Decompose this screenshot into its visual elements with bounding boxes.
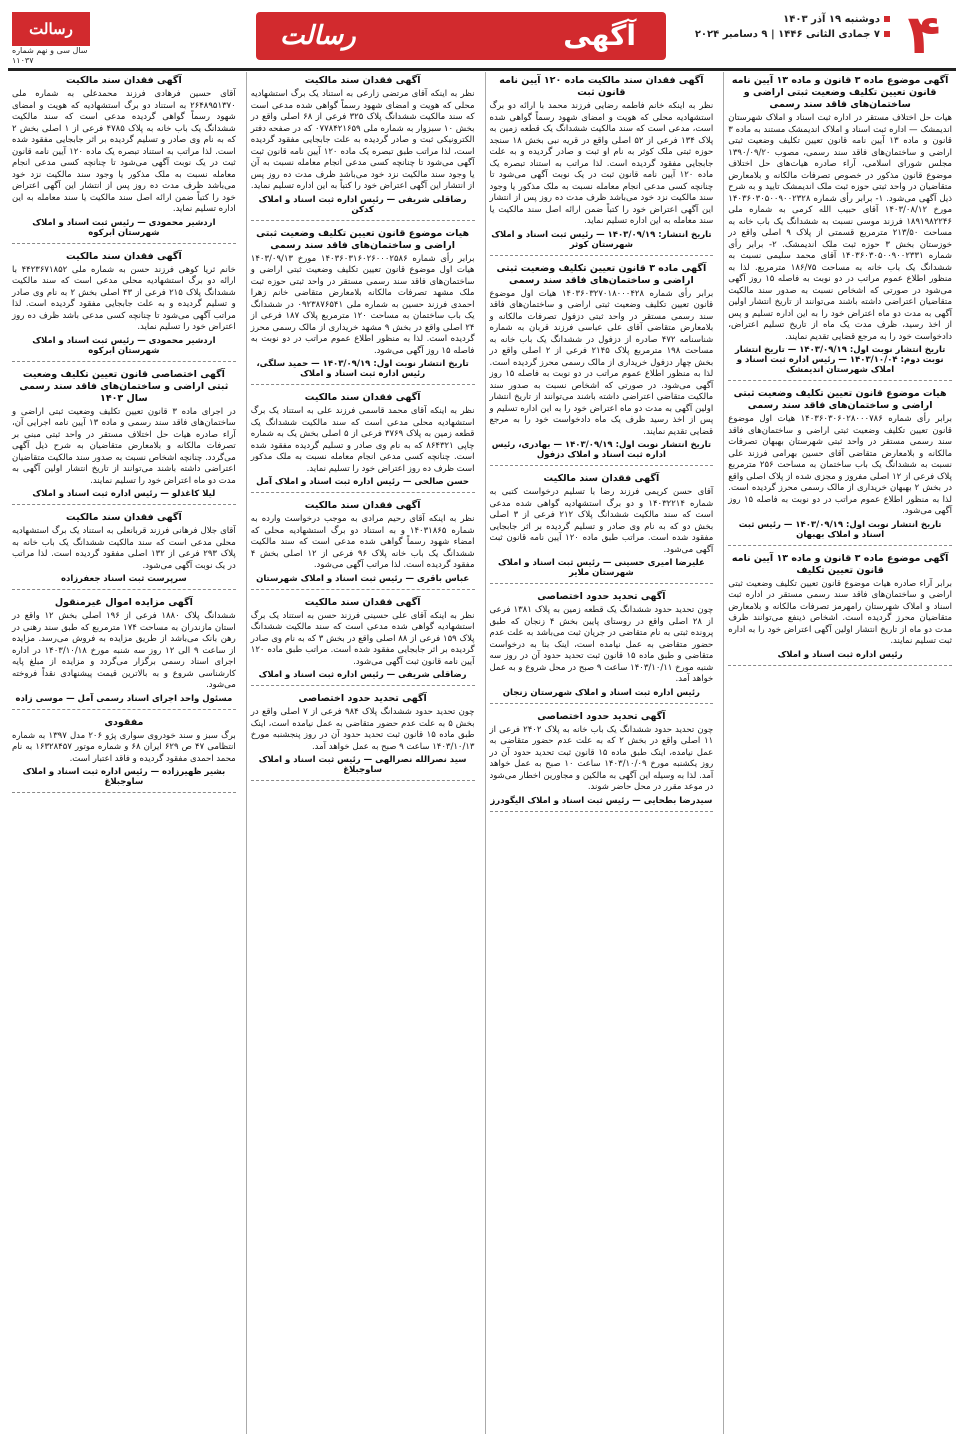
date-block — [680, 12, 890, 42]
notice-body: آقای حسن کریمی فرزند رضا با تسلیم درخواست کتبی به شماره ۱۴۰۳۲۲۱۴ و دو برگ استشهادیه گواهی شده مدعی است که سند مالکیت ششدانگ پلاک ۲۱۲ فرعی از ۳ اصلی بخش دو که به نام وی صادر و تسلیم گردیده بر اثر جابجایی مفقود شده است. مراتب طبق ماده ۱۲۰ آیین نامه قانون ثبت آگهی می‌شود. — [489, 487, 714, 555]
section-banner — [256, 12, 666, 60]
notice-title: آگهی ماده ۳ قانون تعیین تکلیف وضعیت ثبتی اراضی و ساختمان‌های فاقد سند رسمی — [496, 262, 707, 286]
notice — [12, 594, 236, 710]
notice-title: آگهی فقدان سند مالکیت ماده ۱۲۰ آیین نامه قانون ثبت — [499, 75, 704, 98]
notice — [12, 366, 236, 506]
notice-signature: لیلا کاغذلو — رئیس اداره ثبت اسناد و املاک — [32, 489, 216, 499]
notice-body: هیات حل اختلاف مستقر در اداره ثبت اسناد و املاک شهرستان اندیمشک — اداره ثبت اسناد و املاک اندیمشک مستند به ماده ۳ قانون و ماده ۱۳ آیین نامه قانون تعیین تکلیف وضعیت ثبتی اراضی و ساختمان‌های فاقد سند رسمی، مصوب ۱۳۹۰/۰۹/۲۰ مجلس شورای اسلامی، آراء صادره هیات‌های حل اختلاف موضوع قانون مذکور در خصوص تصرفات مالکانه و بلامعارض متقاضیان در واحد ثبتی حوزه ثبت ملک اندیمشک تایید و به شرح ذیل آگهی می‌شود. ۱- برابر رأی شماره ۱۴۰۳۶۰۳۰۵۰۰۹۰۰۲۳۲۸ مورخ ۱۴۰۳/۰۸/۱۲ آقای حبیب الله کرمی به شماره ملی ۱۸۹۱۹۸۲۲۴۶ فرزند موسی نسبت به ششدانگ یک باب خانه به مساحت ۲۱۳/۵۰ مترمربع قسمتی از پلاک ۹ اصلی واقع در خوزستان بخش ۳ حوزه ثبت ملک اندیمشک. ۲- برابر رأی شماره ۱۴۰۳۶۰۳۰۵۰۰۹۰۰۲۳۳۱ آقای محمد سلیمی نسبت به ششدانگ یک باب خانه به مساحت ۱۸۶/۷۵ مترمربع. لذا به منظور اطلاع عموم مراتب در دو نوبت به فاصله ۱۵ روز آگهی می‌شود در صورتی که اشخاص نسبت به صدور سند مالکیت متقاضیان اعتراضی داشته باشند می‌توانند از تاریخ انتشار اولین آگهی به مدت دو ماه اعتراض خود را به این اداره تسلیم و پس از اخذ رسید، ظرف مدت یک ماه از تاریخ تسلیم اعتراض، دادخواست خود را به مرجع قضایی تقدیم نمایند. — [728, 113, 953, 342]
notice — [251, 225, 475, 386]
notice-body: آقای حسین فرهادی فرزند محمدعلی به شماره ملی ۲۶۴۸۹۵۱۳۷۰ به استناد دو برگ استشهادیه که هویت و امضای شهود رسماً گواهی گردیده مدعی است که سند مالکیت ششدانگ یک باب خانه به پلاک ۴۷۸۵ فرعی از ۱ اصلی بخش ۲ که به نام وی صادر و تسلیم گردیده بر اثر جابجایی مفقود شده است. لذا مراتب به استناد تبصره یک ماده ۱۲۰ آیین نامه قانون ثبت در یک نوبت آگهی می‌شود تا چنانچه کسی مدعی انجام معامله نسبت به ملک مذکور یا وجود سند مالکیت نزد خود می‌باشد ظرف مدت ده روز پس از انتشار این آگهی اعتراض خود را کتباً ضمن ارائه اصل سند مالکیت یا سند معامله به این اداره تسلیم نماید. — [12, 89, 236, 214]
notice-body: برابر آراء صادره هیات موضوع قانون تعیین تکلیف وضعیت ثبتی اراضی و ساختمان‌های فاقد سند رسمی مستقر در اداره ثبت اسناد و املاک شهرستان رامهرمز تصرفات مالکانه و بلامعارض متقاضیان محرز گردیده است. اشخاص ذینفع می‌توانند ظرف مدت دو ماه از تاریخ انتشار اولین آگهی اعتراض خود را به اداره ثبت تسلیم نمایند. — [728, 578, 952, 646]
notice-body: نظر به اینکه آقای علی حسینی فرزند حسن به استناد یک برگ استشهادیه گواهی شده مدعی است که سند مالکیت ششدانگ پلاک ۱۵۹ فرعی از ۸۸ اصلی واقع در بخش ۳ که به نام وی صادر گردیده بر اثر جابجایی مفقود شده است. مراتب طبق ماده ۱۲۰ آیین نامه قانون ثبت آگهی می‌شود. — [250, 610, 475, 667]
notice-body: چون تحدید حدود ششدانگ یک قطعه زمین به پلاک ۱۳۸۱ فرعی از ۲۸ اصلی واقع در روستای پایین بخش ۴ زنجان که طبق پرونده ثبتی به نام متقاضی در جریان ثبت می‌باشد به علت عدم حضور متقاضی به عمل نیامده است، اینک بنا به درخواست متقاضی و طبق ماده ۱۵ قانون ثبت تحدید حدود آن در روز سه شنبه مورخ ۱۴۰۳/۱۰/۱۱ ساعت ۹ صبح در محل شروع و به عمل خواهد آمد. — [489, 605, 714, 684]
notice-title: آگهی تحدید حدود اختصاصی — [298, 693, 427, 704]
notice — [490, 708, 714, 812]
column-4 — [8, 72, 240, 1434]
notice — [728, 550, 952, 666]
notice-body: نظر به اینکه خانم فاطمه رضایی فرزند محمد با ارائه دو برگ استشهادیه محلی که هویت و امضای شهود رسماً گواهی شده است، مدعی است که سند مالکیت ششدانگ یک قطعه زمین به پلاک ۱۳۴ فرعی از ۵۲ اصلی واقع در قریه نبی بخش ۱۸ سنجد حوزه ثبتی ملک کوثر به نام او ثبت و صادر گردیده و به علت جابجایی مفقود گردیده است. لذا مراتب به استناد تبصره یک ماده ۱۲۰ آیین نامه قانون ثبت در یک نوبت آگهی می‌شود تا چنانچه کسی مدعی انجام معامله نسبت به ملک مذکور یا وجود سند مالکیت نزد خود می‌باشد ظرف مدت ده روز پس از انتشار این آگهی اعتراض خود را کتباً ضمن ارائه اصل سند مالکیت یا سند معامله به این اداره تسلیم نماید. — [489, 101, 714, 226]
notice-title: آگهی فقدان سند مالکیت — [543, 473, 660, 484]
notice-title: آگهی فقدان سند مالکیت — [304, 596, 421, 608]
notice-body: ششدانگ پلاک ۱۸۸۰ فرعی از ۱۹۶ اصلی بخش ۱۲ واقع در استان مازندران به مساحت ۱۷۴ مترمربع که طبق سند رهنی در رهن بانک می‌باشد از طریق مزایده به فروش می‌رسد. مزایده از ساعت ۹ الی ۱۲ روز سه شنبه مورخ ۱۴۰۳/۱۰/۱۸ در اداره اجرای اسناد رسمی برگزار می‌گردد و مزایده از مبلغ پایه کارشناسی شروع و به بالاترین قیمت پیشنهادی نقداً فروخته می‌شود. — [12, 611, 236, 690]
notice-title: آگهی مزایده اموال غیرمنقول — [54, 597, 193, 608]
notice-body: چون تحدید حدود ششدانگ پلاک ۹۸۴ فرعی از ۷ اصلی واقع در بخش ۵ به علت عدم حضور متقاضی به عمل نیامده است، اینک طبق ماده ۱۵ قانون ثبت تحدید حدود آن در روز پنجشنبه مورخ ۱۴۰۳/۱۰/۱۳ ساعت ۹ صبح به عمل خواهد آمد. — [250, 707, 475, 752]
page-number: ۴ — [907, 3, 941, 66]
notice-title: آگهی فقدان سند مالکیت — [66, 250, 182, 262]
notice-signature: اردشیر محمودی — رئیس ثبت اسناد و املاک شهرستان ابرکوه — [32, 217, 216, 238]
notice-signature: رضاقلی شریفی — رئیس اداره ثبت اسناد و املاک — [258, 670, 467, 680]
notice-signature: اردشیر محمودی — رئیس ثبت اسناد و املاک شهرستان ابرکوه — [32, 335, 216, 356]
notice-body: برابر رأی شماره ۱۴۰۳۶۰۳۱۶۰۲۶۰۰۰۲۵۸۶ مورخ ۱۴۰۳/۰۹/۱۳ هیات اول موضوع قانون تعیین تکلیف وضعیت ثبتی اراضی و ساختمان‌های فاقد سند رسمی مستقر در واحد ثبتی حوزه ثبت ملک مشهد تصرفات مالکانه بلامعارض متقاضی خانم زهرا احمدی فرزند حسین به شماره ملی ۰۹۲۳۸۷۶۵۴۱ در ششدانگ یک باب ساختمان به مساحت ۱۲۰ مترمربع پلاک ۱۸۷ فرعی از ۲۴ اصلی واقع در بخش ۹ مشهد خریداری از مالک رسمی محرز گردیده است. لذا به منظور اطلاع عموم مراتب در دو نوبت به فاصله ۱۵ روز آگهی می‌شود. — [250, 253, 475, 356]
notice-signature: عباس باقری — رئیس ثبت اسناد و املاک شهرستان — [256, 573, 470, 584]
notice — [12, 248, 236, 362]
notice-body: نظر به اینکه آقای مرتضی زارعی به استناد یک برگ استشهادیه محلی که هویت و امضای شهود رسماً گواهی شده مدعی است که سند مالکیت ششدانگ پلاک ۳۲۵ فرعی از ۶۸ اصلی واقع در بخش ۱۰ سبزوار به شماره ملی ۰۷۷۸۴۲۱۶۵۹ که در صفحه دفتر الکترونیکی ثبت و صادر گردیده به علت جابجایی مفقود گردیده است، لذا مراتب طبق تبصره یک ماده ۱۲۰ آیین نامه قانون ثبت آگهی می‌شود تا چنانچه کسی مدعی انجام معامله نسبت به آن یا وجود سند مالکیت نزد خود می‌باشد ظرف مدت ده روز پس از انتشار این آگهی اعتراض خود را کتباً به این اداره تسلیم نماید. — [250, 89, 475, 191]
notice-title: آگهی تحدید حدود اختصاصی — [537, 591, 666, 602]
notice-body: آقای جلال فرهانی فرزند قربانعلی به استناد یک برگ استشهادیه محلی مدعی است که سند مالکیت ششدانگ یک باب خانه به پلاک ۲۹۳ فرعی از ۱۳۲ اصلی مفقود گردیده است. لذا مراتب در یک نوبت آگهی می‌شود. — [12, 526, 236, 571]
bullet-icon — [884, 16, 890, 22]
notice-body: برابر رأی شماره ۱۴۰۳۶۰۳۲۷۰۱۸۰۰۰۴۲۸ هیات اول موضوع قانون تعیین تکلیف وضعیت ثبتی اراضی و ساختمان‌های فاقد سند رسمی مستقر در واحد ثبتی دزفول تصرفات مالکانه و بلامعارض متقاضی آقای علی عباسی فرزند قربان به شماره شناسنامه ۴۷۲ صادره از دزفول در ششدانگ یک باب خانه به مساحت ۱۹۸ مترمربع پلاک ۲۱۴۵ فرعی از ۲ اصلی واقع در بخش چهار دزفول خریداری از مالک رسمی محرز گردیده است. لذا به منظور اطلاع عموم مراتب در دو نوبت به فاصله ۱۵ روز آگهی می‌شود. در صورتی که اشخاص نسبت به صدور سند مالکیت متقاضی اعتراضی داشته باشند می‌توانند از تاریخ انتشار اولین آگهی به مدت دو ماه اعتراض خود را به این اداره تسلیم و پس از اخذ رسید ظرف یک ماه دادخواست خود را به مرجع قضایی تقدیم نمایند. — [489, 288, 714, 437]
notice-signature: تاریخ انتشار نوبت اول: ۱۴۰۳/۰۹/۱۹ — حمید سلگی، رئیس اداره ثبت اسناد و املاک — [256, 359, 469, 379]
notice — [12, 714, 236, 794]
notice-title: آگهی موضوع ماده ۳ قانون و ماده ۱۳ آیین نامه قانون تعیین تکلیف — [731, 552, 949, 576]
column-2 — [485, 72, 718, 1434]
notice — [251, 72, 475, 221]
notice-title: آگهی موضوع ماده ۳ قانون و ماده ۱۳ آیین نامه قانون تعیین تکلیف وضعیت ثبتی اراضی و ساختمان‌های فاقد سند رسمی — [731, 75, 949, 110]
notice — [251, 594, 475, 687]
notice-body: در اجرای ماده ۳ قانون تعیین تکلیف وضعیت ثبتی اراضی و ساختمان‌های فاقد سند رسمی و ماده ۱۳ آیین نامه اجرایی آن، آراء صادره هیات حل اختلاف مستقر در واحد ثبتی مبنی بر تصرفات مالکانه و بلامعارض متقاضیان به شرح ذیل آگهی می‌گردد. چنانچه اشخاص نسبت به صدور سند مالکیت متقاضیان اعتراضی داشته باشند می‌توانند از تاریخ انتشار اولین آگهی به مدت دو ماه اعتراض خود را تسلیم نمایند. — [12, 406, 236, 486]
notice-signature: تاریخ انتشار: ۱۴۰۳/۰۹/۱۹ — رئیس ثبت اسناد و املاک شهرستان کوثر — [491, 229, 712, 250]
notice — [490, 260, 714, 467]
notice-signature: تاریخ انتشار نوبت اول: ۱۴۰۳/۰۹/۱۹ — بهادری، رئیس اداره ثبت اسناد و املاک دزفول — [491, 440, 712, 460]
notice-signature: مسئول واحد اجرای اسناد رسمی آمل — موسی زاده — [15, 693, 233, 704]
notice-body: نظر به اینکه آقای محمد قاسمی فرزند علی به استناد یک برگ استشهادیه محلی مدعی است که سند مالکیت ششدانگ یک قطعه زمین به پلاک ۳۷۶۹ فرعی از ۵ اصلی بخش یک به شماره چاپی ۸۶۴۳۲۱ که به نام وی صادر و تسلیم گردیده مفقود شده است. چنانچه کسی مدعی انجام معامله نسبت به ملک مذکور است ظرف ده روز اعتراض خود را تسلیم نماید. — [250, 406, 475, 474]
notice-signature: رئیس اداره ثبت اسناد و املاک شهرستان زنجان — [502, 687, 700, 698]
section-title: آگهی — [563, 19, 636, 52]
notice-body: چون تحدید حدود ششدانگ یک باب خانه به پلاک ۲۴۰۲ فرعی از ۱۱ اصلی واقع در بخش ۲ که به علت عدم حضور متقاضی به عمل نیامده، اینک طبق ماده ۱۵ قانون ثبت تحدید حدود آن در روز یکشنبه مورخ ۱۴۰۳/۱۰/۰۹ ساعت ۱۰ صبح به عمل خواهد آمد. لذا به وسیله این آگهی به مالکین و مجاورین اخطار می‌شود در موعد مقرر در محل حاضر شوند. — [489, 724, 714, 792]
ad-columns — [8, 72, 956, 1434]
masthead — [12, 12, 92, 65]
notice — [12, 509, 236, 590]
notice — [490, 588, 714, 704]
newspaper-logo: رسالت — [280, 21, 356, 51]
bullet-icon — [884, 31, 890, 37]
masthead-logo: رسالت — [12, 12, 90, 46]
notice-title: آگهی فقدان سند مالکیت — [304, 392, 421, 403]
notice-signature: سرپرست ثبت اسناد جعفرزاده — [60, 574, 187, 584]
notice — [490, 470, 714, 584]
column-3 — [246, 72, 479, 1434]
notice-signature: سید نصرالله نصرالهی — رئیس ثبت اسناد و املاک ساوجبلاغ — [258, 755, 467, 775]
notice-title: مفقودی — [104, 716, 144, 728]
notice-title: آگهی فقدان سند مالکیت — [304, 75, 421, 86]
notice — [251, 497, 475, 590]
notice-signature: تاریخ انتشار نوبت اول: ۱۴۰۳/۰۹/۱۹ — رئیس ثبت اسناد و املاک بهبهان — [738, 519, 942, 540]
page-header — [8, 3, 956, 71]
column-1 — [723, 72, 956, 1434]
notice-body: نظر به اینکه آقای رحیم مرادی به موجب درخواست وارده به شماره ۱۴۰۳۱۸۶۵ و به استناد دو برگ استشهادیه محلی که امضاء شهود رسماً گواهی شده مدعی است که سند مالکیت ششدانگ یک باب خانه پلاک ۹۶ فرعی از ۱۲ اصلی بخش ۴ مفقود گردیده است. لذا مراتب آگهی می‌شود. — [250, 514, 475, 570]
notice-signature: علیرضا امیری حسینی — رئیس ثبت اسناد و املاک شهرستان ملایر — [497, 558, 705, 578]
notice-body: برگ سبز و سند خودروی سواری پژو ۲۰۶ مدل ۱۳۹۷ به شماره انتظامی ۴۷ ص ۶۲۹ ایران ۶۸ و شماره موتور ۱۶۳۲۸۴۵۷ به نام محمد احمدی مفقود گردیده و فاقد اعتبار است. — [12, 730, 236, 764]
issue-info: سال سی و نهم شماره ۱۱۰۳۷ — [12, 46, 88, 65]
notice-body: خانم ثریا کوهی فرزند حسن به شماره ملی ۴۴۲۳۶۷۱۸۵۲ با ارائه دو برگ استشهادیه محلی مدعی است که سند مالکیت ششدانگ پلاک ۲۱۵ فرعی از ۴۳ اصلی بخش ۲ به نام وی صادر و تسلیم گردیده و به علت جابجایی مفقود گردیده است. لذا مراتب آگهی می‌شود تا چنانچه کسی مدعی باشد ظرف ده روز اعتراض خود را تسلیم نماید. — [12, 264, 236, 332]
notice — [251, 690, 475, 781]
notice — [490, 72, 714, 256]
notice — [728, 72, 952, 381]
date-line-1: دوشنبه ۱۹ آذر ۱۴۰۳ — [680, 12, 890, 27]
notice-title: آگهی فقدان سند مالکیت — [66, 512, 182, 523]
notice-signature: رئیس اداره ثبت اسناد و املاک — [777, 649, 903, 660]
notice-signature: سیدرضا بطحایی — رئیس ثبت اسناد و املاک الیگودرز — [490, 795, 713, 806]
notice-title: هیات موضوع قانون تعیین تکلیف وضعیت ثبتی اراضی و ساختمان‌های فاقد سند رسمی — [256, 227, 470, 251]
notice-signature: تاریخ انتشار نوبت اول: ۱۴۰۳/۰۹/۱۹ — تاریخ انتشار نوبت دوم: ۱۴۰۳/۱۰/۰۴ — رئیس اداره ثبت اسناد و املاک شهرستان اندیمشک — [734, 345, 946, 375]
notice-signature: بشیر ظهیرزاده — رئیس اداره ثبت اسناد و املاک ساوجبلاغ — [22, 767, 226, 787]
date-line-2: ۷ جمادی الثانی ۱۴۴۶ | ۹ دسامبر ۲۰۲۴ — [680, 27, 890, 42]
notice-signature: حسن صالحی — رئیس اداره ثبت اسناد و املاک آمل — [256, 477, 470, 487]
notice-body: برابر رأی شماره ۱۴۰۳۶۰۳۰۶۰۲۸۰۰۰۷۸۶ هیات اول موضوع قانون تعیین تکلیف وضعیت ثبتی اراضی و ساختمان‌های فاقد سند رسمی مستقر در واحد ثبتی شهرستان بهبهان تصرفات مالکانه و بلامعارض متقاضی آقای حسین بهرامی فرزند علی نسبت به ششدانگ یک باب ساختمان به مساحت ۲۵۶ مترمربع پلاک فرعی از ۱۲ اصلی مفروز و مجزی شده از پلاک اصلی واقع در بخش ۲ بهبهان خریداری از مالک رسمی محرز گردیده است. لذا به منظور اطلاع عموم مراتب در دو نوبت به فاصله ۱۵ روز آگهی می‌شود. — [728, 414, 952, 516]
notice-signature: رضاقلی شریفی — رئیس اداره ثبت اسناد و املاک کدکن — [258, 194, 467, 215]
notice-title: آگهی فقدان سند مالکیت — [304, 500, 421, 511]
notice-title: هیات موضوع قانون تعیین تکلیف وضعیت ثبتی اراضی و ساختمان‌های فاقد سند رسمی — [733, 388, 947, 411]
notice — [728, 385, 952, 546]
notice-title: آگهی تحدید حدود اختصاصی — [537, 710, 666, 722]
notice — [251, 389, 475, 493]
notice-title: آگهی اختصاصی قانون تعیین تکلیف وضعیت ثبتی اراضی و ساختمان‌های فاقد سند رسمی سال ۱۴۰۳ — [19, 368, 229, 404]
notice — [12, 72, 236, 244]
notice-title: آگهی فقدان سند مالکیت — [66, 75, 182, 86]
